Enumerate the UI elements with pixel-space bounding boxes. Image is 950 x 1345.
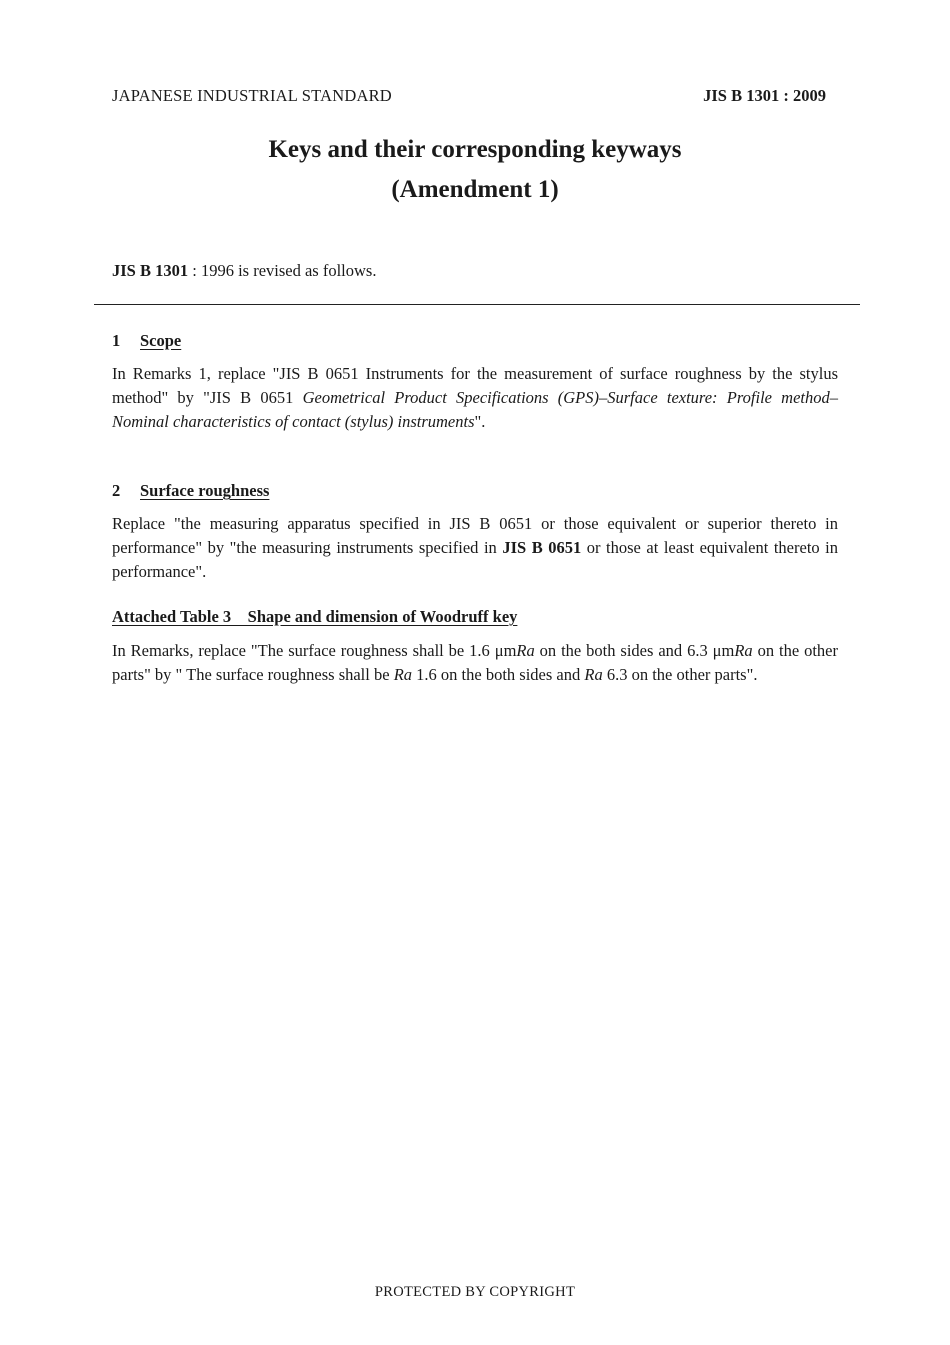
paragraph-text: In Remarks 1, replace "JIS B 0651 Instruments for the measurement of surface roughness by the stylus method" by "JIS B 0651	[112, 364, 838, 407]
intro-code: JIS B 1301	[112, 261, 189, 280]
section-paragraph-scope	[112, 362, 838, 434]
section-heading-scope	[112, 331, 181, 351]
paragraph-text: Replace "the measuring apparatus specified in JIS B 0651 or those equivalent or superior thereto in performance" by "the measuring instruments specified in	[112, 514, 838, 557]
paragraph-text: 1.6 on the both sides and	[412, 665, 585, 684]
paragraph-italic-text: Geometrical Product Specifications (GPS)–Surface texture: Profile method–Nominal characteristics of contact (stylus) instruments	[112, 388, 838, 431]
section-title: Attached Table 3 Shape and dimension of Woodruff key	[112, 607, 518, 626]
copyright-footer: PROTECTED BY COPYRIGHT	[374, 1284, 576, 1300]
header-standard-name: JAPANESE INDUSTRIAL STANDARD	[112, 86, 392, 105]
section-number: 2	[112, 481, 121, 500]
paragraph-text: on the both sides and 6.3 μm	[534, 641, 735, 660]
section-heading-surface-roughness	[112, 481, 269, 501]
intro-paragraph	[112, 261, 376, 281]
paragraph-text: In Remarks, replace "The surface roughness shall be 1.6 μm	[112, 641, 517, 660]
section-heading-attached-table-3	[112, 607, 517, 627]
paragraph-text: on the other parts" by " The surface roughness shall be	[112, 641, 838, 684]
section-paragraph-surface-roughness	[112, 512, 838, 584]
header-standard-code: JIS B 1301 : 2009	[703, 86, 826, 105]
section-paragraph-attached-table-3	[112, 639, 838, 687]
intro-text: : 1996 is revised as follows.	[188, 261, 377, 280]
paragraph-bold-code: JIS B 0651	[502, 538, 582, 557]
ra-symbol: Ra	[734, 641, 753, 660]
ra-symbol: Ra	[516, 641, 535, 660]
document-subtitle: (Amendment 1)	[391, 176, 559, 203]
paragraph-text-end: ".	[474, 412, 486, 431]
document-title: Keys and their corresponding keyways	[268, 136, 682, 163]
section-title: Surface roughness	[140, 481, 270, 500]
divider-rule	[94, 304, 860, 305]
section-title: Scope	[140, 331, 182, 350]
section-number: 1	[112, 331, 121, 350]
paragraph-text-end: or those at least equivalent thereto in performance".	[112, 538, 839, 581]
paragraph-text: 6.3 on the other parts".	[602, 665, 758, 684]
ra-symbol: Ra	[584, 665, 603, 684]
ra-symbol: Ra	[393, 665, 413, 684]
